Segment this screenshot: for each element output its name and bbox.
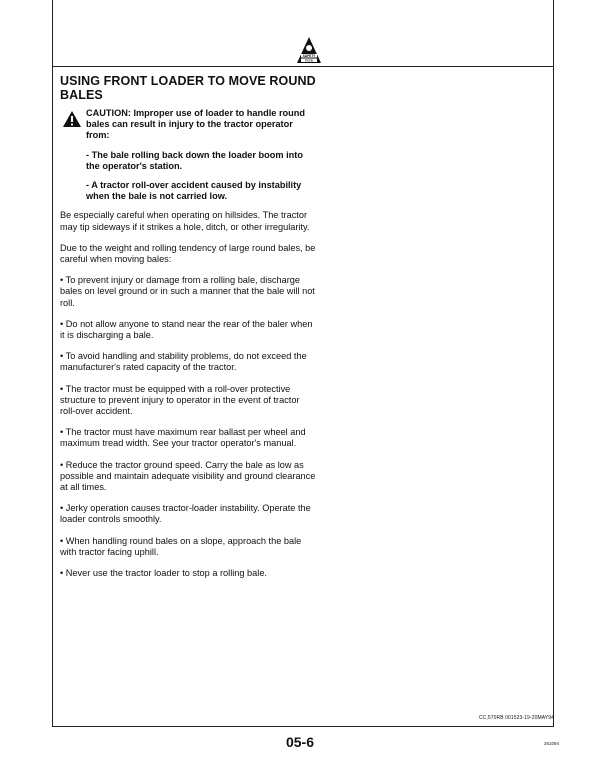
bullet-item: • To prevent injury or damage from a rolling bale, discharge bales on level ground or in such a manner that the bale will not roll. (60, 275, 315, 308)
bullet-item: • To avoid handling and stability problems, do not exceed the manufacturer's rated capacity of the tractor. (60, 351, 307, 373)
page-number: 05-6 (285, 734, 315, 750)
bullet-item: • When handling round bales on a slope, approach the bale with tractor facing uphill. (60, 535, 302, 557)
bullet-item: • Jerky operation causes tractor-loader instability. Operate the loader controls smoothly. (60, 503, 311, 525)
bullet-item: • The tractor must have maximum rear ballast per wheel and maximum tread width. See your tractor operator's manual. (60, 427, 306, 449)
bullet-item: • Never use the tractor loader to stop a rolling bale. (60, 568, 267, 579)
reference-code: CC,570RB 001523-19-20MAY94 (478, 715, 554, 721)
bullet-item: • The tractor must be equipped with a roll-over protective structure to prevent injury to operator in the event of tractor roll-over accident. (60, 383, 300, 417)
body-paragraph: Be especially careful when operating on hillsides. The tractor may tip sideways if it strikes a hole, ditch, or other irregularity. (60, 210, 310, 232)
safety-badge-icon (296, 36, 322, 64)
svg-text:SAFETY: SAFETY (302, 53, 316, 58)
caution-lead: CAUTION: Improper use of loader to handle round bales can result in injury to the tractor operator from: (86, 108, 305, 141)
caution-item: - The bale rolling back down the loader boom into the operator's station. (86, 149, 303, 171)
body-paragraph: Due to the weight and rolling tendency of large round bales, be careful when moving bales: (60, 242, 316, 265)
body-text (60, 210, 316, 579)
header-divider (52, 66, 554, 67)
bullet-item: • Reduce the tractor ground speed. Carry the bale as low as possible and maintain adequate visibility and ground clearance at all times. (60, 459, 316, 493)
main-content (60, 74, 316, 589)
svg-text:Inside: Inside (304, 58, 314, 63)
page-date-code: 261094 (543, 741, 559, 746)
caution-block (60, 108, 316, 202)
section-title: USING FRONT LOADER TO MOVE ROUND BALES (60, 74, 316, 102)
caution-item: - A tractor roll-over accident caused by instability when the bale is not carried low. (86, 180, 302, 202)
caution-triangle-icon (62, 110, 82, 128)
bullet-item: • Do not allow anyone to stand near the rear of the baler when it is discharging a bale. (60, 318, 313, 341)
